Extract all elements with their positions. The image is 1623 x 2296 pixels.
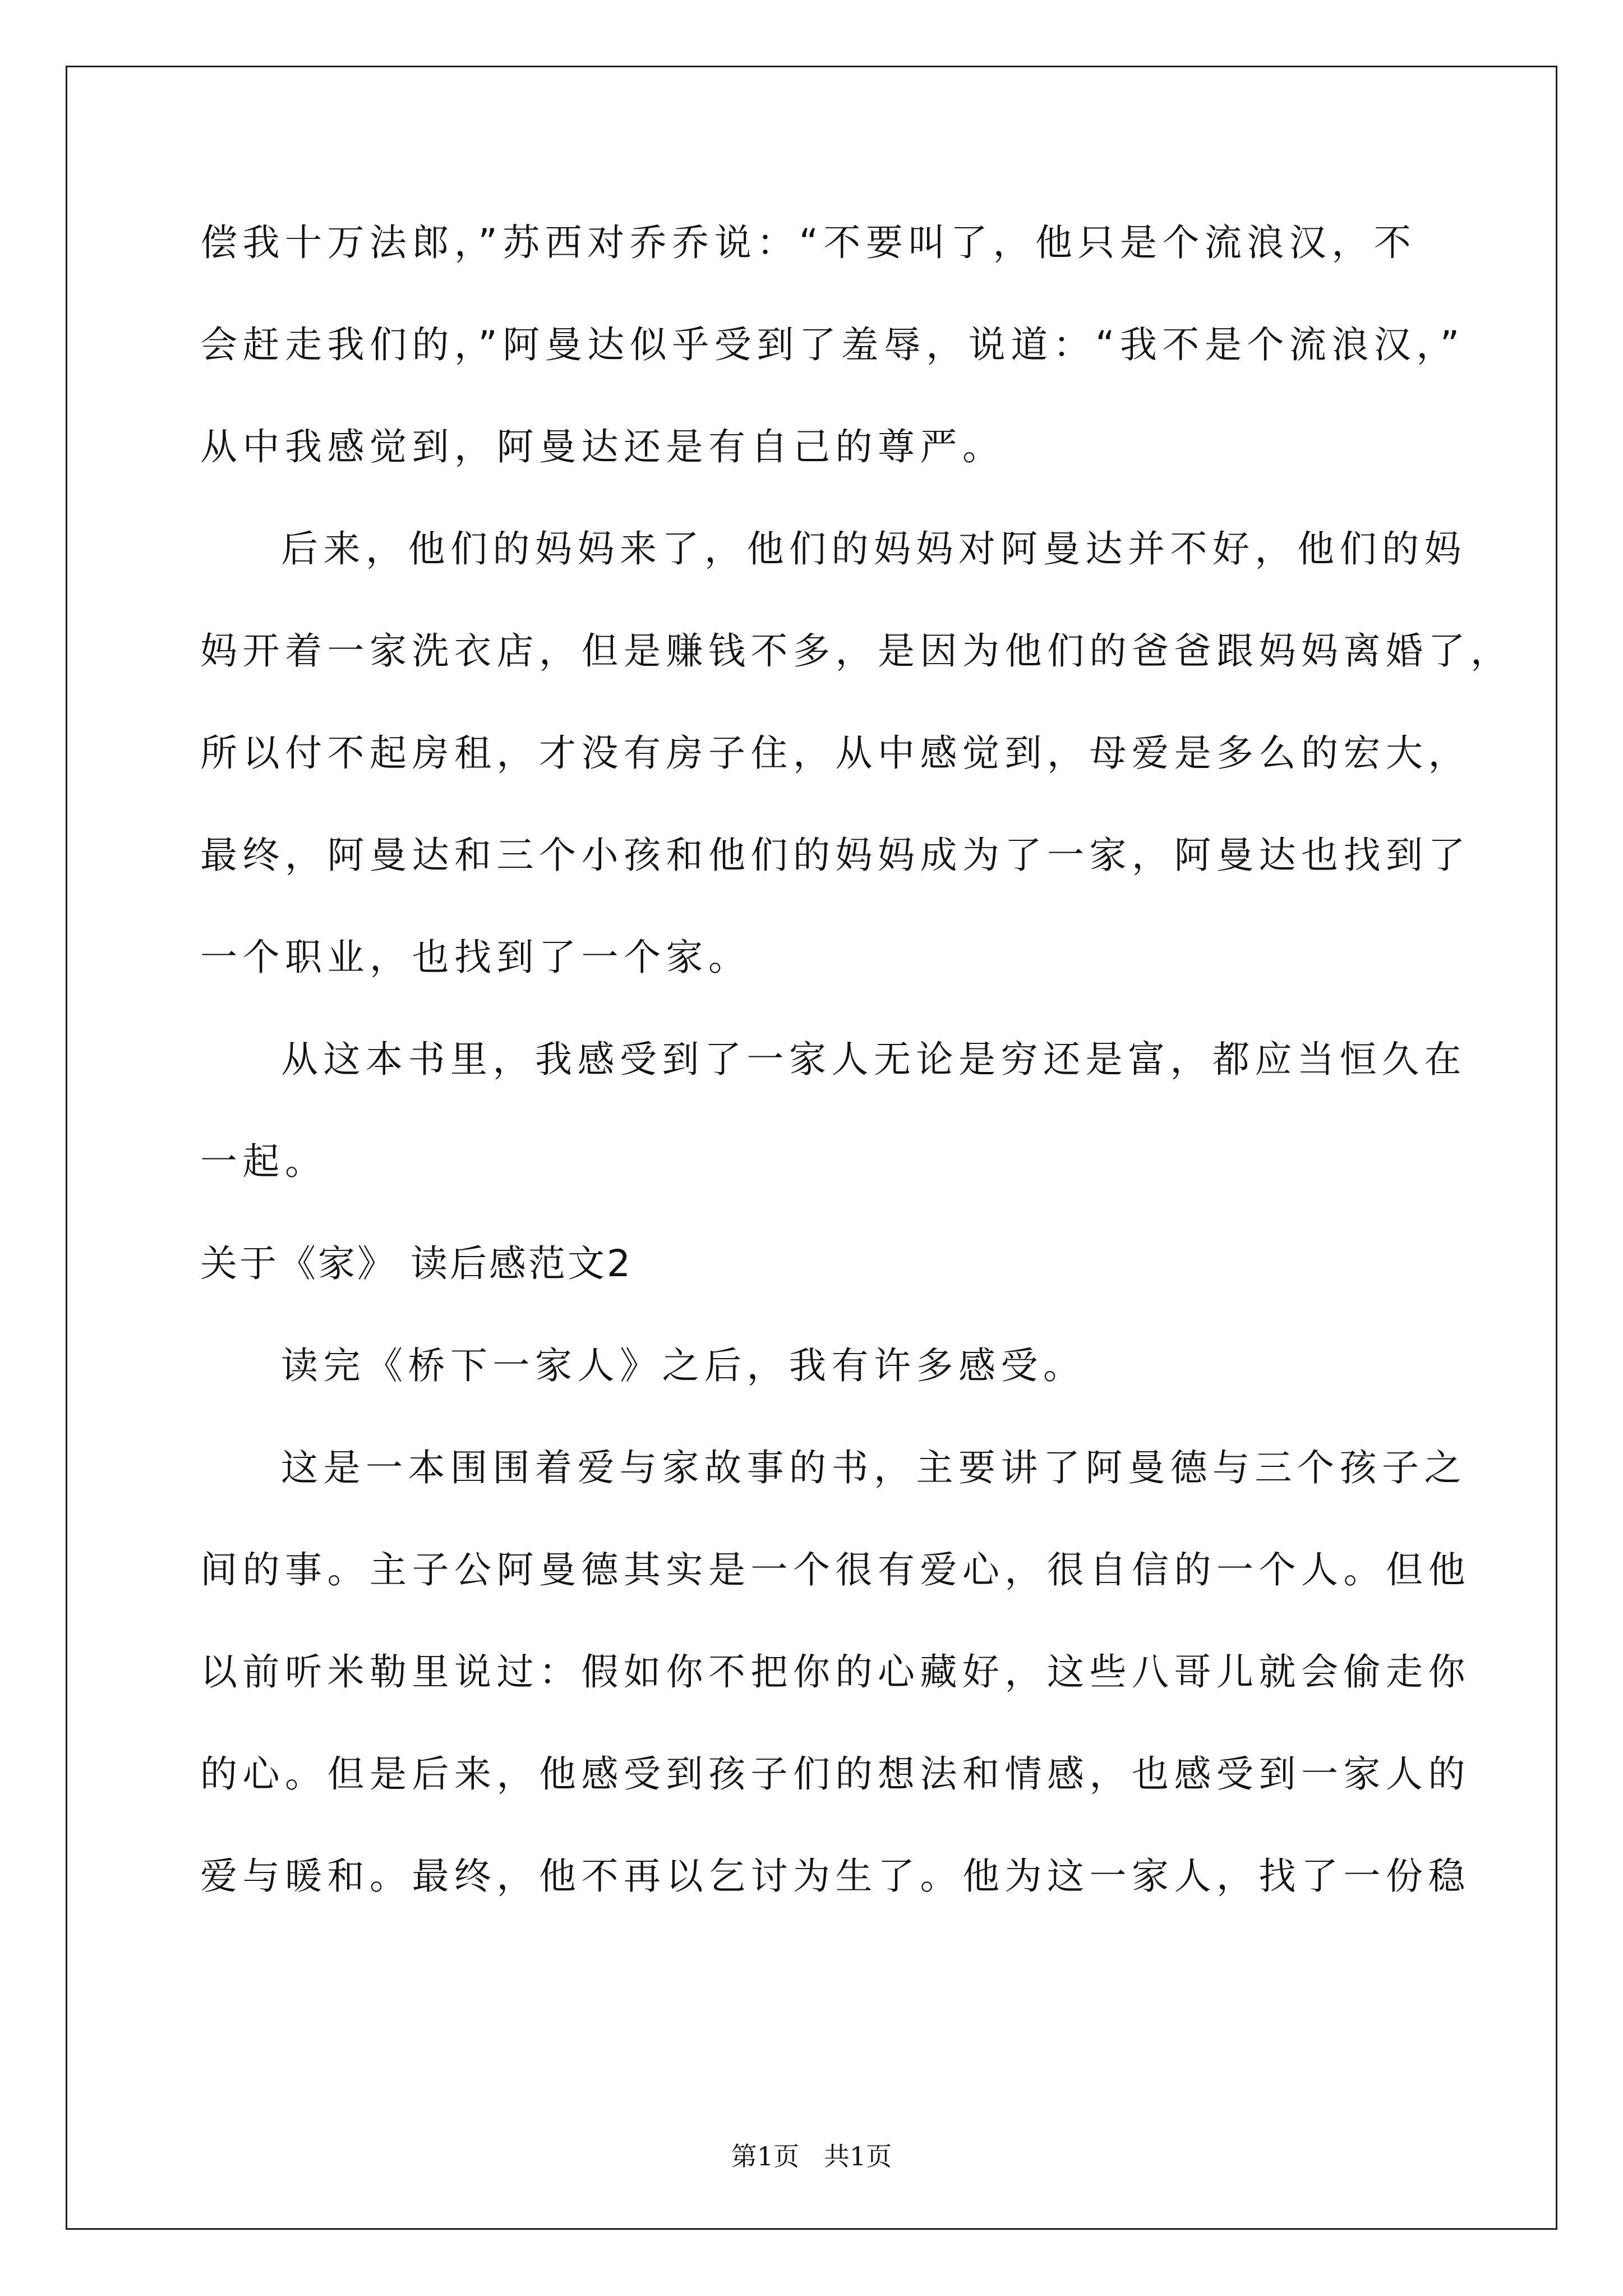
text-line: 一个职业，也找到了一个家。: [200, 936, 751, 979]
text-line: 妈开着一家洗衣店，但是赚钱不多，是因为他们的爸爸跟妈妈离婚了，: [200, 629, 1513, 673]
page-number-footer: 第1页 共1页: [731, 2141, 892, 2171]
paragraph-start: 后来，他们的妈妈来了，他们的妈妈对阿曼达并不好，他们的妈: [281, 527, 1467, 570]
text-line: 的心。但是后来，他感受到孩子们的想法和情感，也感受到一家人的: [200, 1752, 1470, 1796]
text-line: 偿我十万法郎，”苏西对乔乔说：“不要叫了，他只是个流浪汉，不: [200, 221, 1417, 264]
paragraph-start: 这是一本围围着爱与家故事的书，主要讲了阿曼德与三个孩子之: [281, 1446, 1467, 1489]
section-heading: 关于《家》 读后感范文2: [200, 1242, 633, 1285]
paragraph-start: 读完《桥下一家人》之后，我有许多感受。: [281, 1344, 1086, 1387]
text-line: 爱与暖和。最终，他不再以乞讨为生了。他为这一家人，找了一份稳: [200, 1855, 1470, 1898]
text-line: 最终，阿曼达和三个小孩和他们的妈妈成为了一家，阿曼达也找到了: [200, 834, 1470, 877]
text-line: 一起。: [200, 1140, 328, 1183]
text-line: 以前听米勒里说过：假如你不把你的心藏好，这些八哥儿就会偷走你: [200, 1650, 1470, 1694]
text-line: 会赶走我们的，”阿曼达似乎受到了羞辱，说道：“我不是个流浪汉，”: [200, 323, 1465, 366]
paragraph-start: 从这本书里，我感受到了一家人无论是穷还是富，都应当恒久在: [281, 1038, 1467, 1081]
text-line: 间的事。主子公阿曼德其实是一个很有爱心，很自信的一个人。但他: [200, 1548, 1470, 1591]
text-line: 从中我感觉到，阿曼达还是有自己的尊严。: [200, 425, 1005, 468]
text-line: 所以付不起房租，才没有房子住，从中感觉到，母爱是多么的宏大，: [200, 731, 1470, 775]
